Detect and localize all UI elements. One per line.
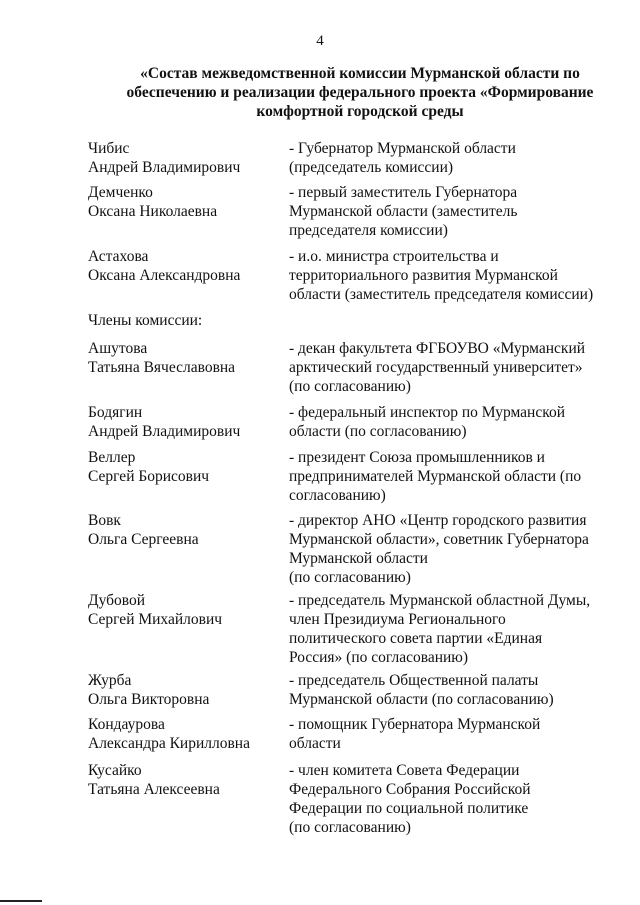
member-role: - председатель Общественной палаты Мурманской области (по согласованию) — [289, 672, 554, 708]
member-role: - Губернатор Мурманской области (председатель комиссии) — [289, 140, 516, 176]
member-role: - директор АНО «Центр городского развития Мурманской области», советник Губернатора Мурманской области (по согласованию) — [289, 512, 589, 586]
member-role: - и.о. министра строительства и территориального развития Мурманской области (заместитель председателя комиссии) — [289, 248, 594, 303]
member-name: Астахова Оксана Александровна — [88, 248, 241, 284]
scan-edge-mark — [0, 900, 42, 902]
member-name: Ашутова Татьяна Вячеславовна — [88, 340, 236, 376]
member-name: Веллер Сергей Борисович — [88, 449, 210, 485]
title-line: «Состав межведомственной комиссии Мурманской области по — [140, 65, 580, 82]
member-name: Журба Ольга Викторовна — [88, 672, 210, 708]
member-role: - федеральный инспектор по Мурманской области (по согласованию) — [289, 404, 566, 440]
title-line: обеспечению и реализации федерального проекта «Формирование — [126, 84, 594, 101]
member-role: - декан факультета ФГБОУВО «Мурманский арктический государственный университет» (по согласованию) — [289, 340, 586, 395]
member-name: Чибис Андрей Владимирович — [88, 140, 241, 176]
page-number: 4 — [316, 33, 324, 49]
members-section-label: Члены комиссии: — [88, 312, 203, 329]
member-name: Бодягин Андрей Владимирович — [88, 404, 241, 440]
member-name: Кондаурова Александра Кирилловна — [88, 716, 250, 752]
member-name: Кусайко Татьяна Алексеевна — [88, 762, 220, 798]
member-role: - первый заместитель Губернатора Мурманской области (заместитель председателя комиссии) — [289, 184, 518, 239]
member-name: Вовк Ольга Сергеевна — [88, 512, 199, 548]
document-title — [120, 64, 600, 121]
member-role: - помощник Губернатора Мурманской области — [289, 716, 541, 752]
member-role: - член комитета Совета Федерации Федерального Собрания Российской Федерации по социальной политике (по согласованию) — [289, 762, 531, 836]
member-role: - президент Союза промышленников и предпринимателей Мурманской области (по согласованию) — [289, 449, 582, 504]
member-name: Демченко Оксана Николаевна — [88, 184, 218, 220]
member-role: - председатель Мурманской областной Думы, член Президиума Регионального политического совета партии «Единая Россия» (по согласованию) — [289, 592, 591, 666]
member-name: Дубовой Сергей Михайлович — [88, 592, 223, 628]
title-line: комфортной городской среды — [256, 103, 464, 120]
